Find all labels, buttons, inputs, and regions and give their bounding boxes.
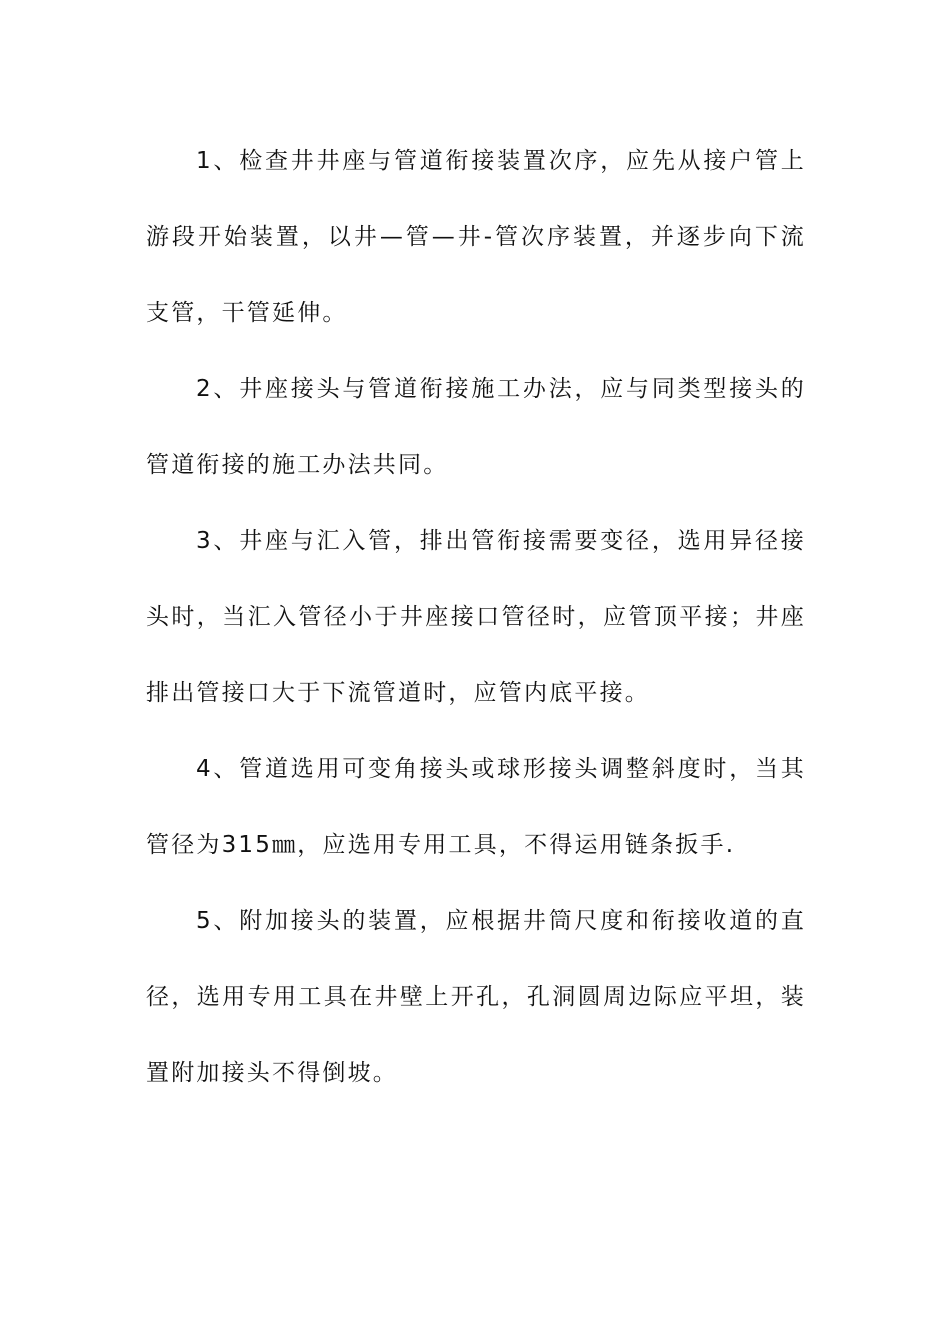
paragraph-5: 5、附加接头的装置，应根据井筒尺度和衔接收道的直径，选用专用工具在井壁上开孔，孔洞圆周边际应平坦，装置附加接头不得倒坡。 (146, 908, 806, 1086)
paragraph-3: 3、井座与汇入管，排出管衔接需要变径，选用异径接头时，当汇入管径小于井座接口管径时，应管顶平接；井座排出管接口大于下流管道时，应管内底平接。 (146, 528, 806, 706)
paragraph-4: 4、管道选用可变角接头或球形接头调整斜度时，当其管径为315㎜，应选用专用工具，不得运用链条扳手. (146, 756, 806, 858)
document-body (146, 123, 806, 1111)
paragraph-2: 2、井座接头与管道衔接施工办法，应与同类型接头的管道衔接的施工办法共同。 (146, 376, 806, 478)
paragraph-1: 1、检查井井座与管道衔接装置次序，应先从接户管上游段开始装置，以井—管—井-管次序装置，并逐步向下流支管，干管延伸。 (146, 148, 806, 326)
